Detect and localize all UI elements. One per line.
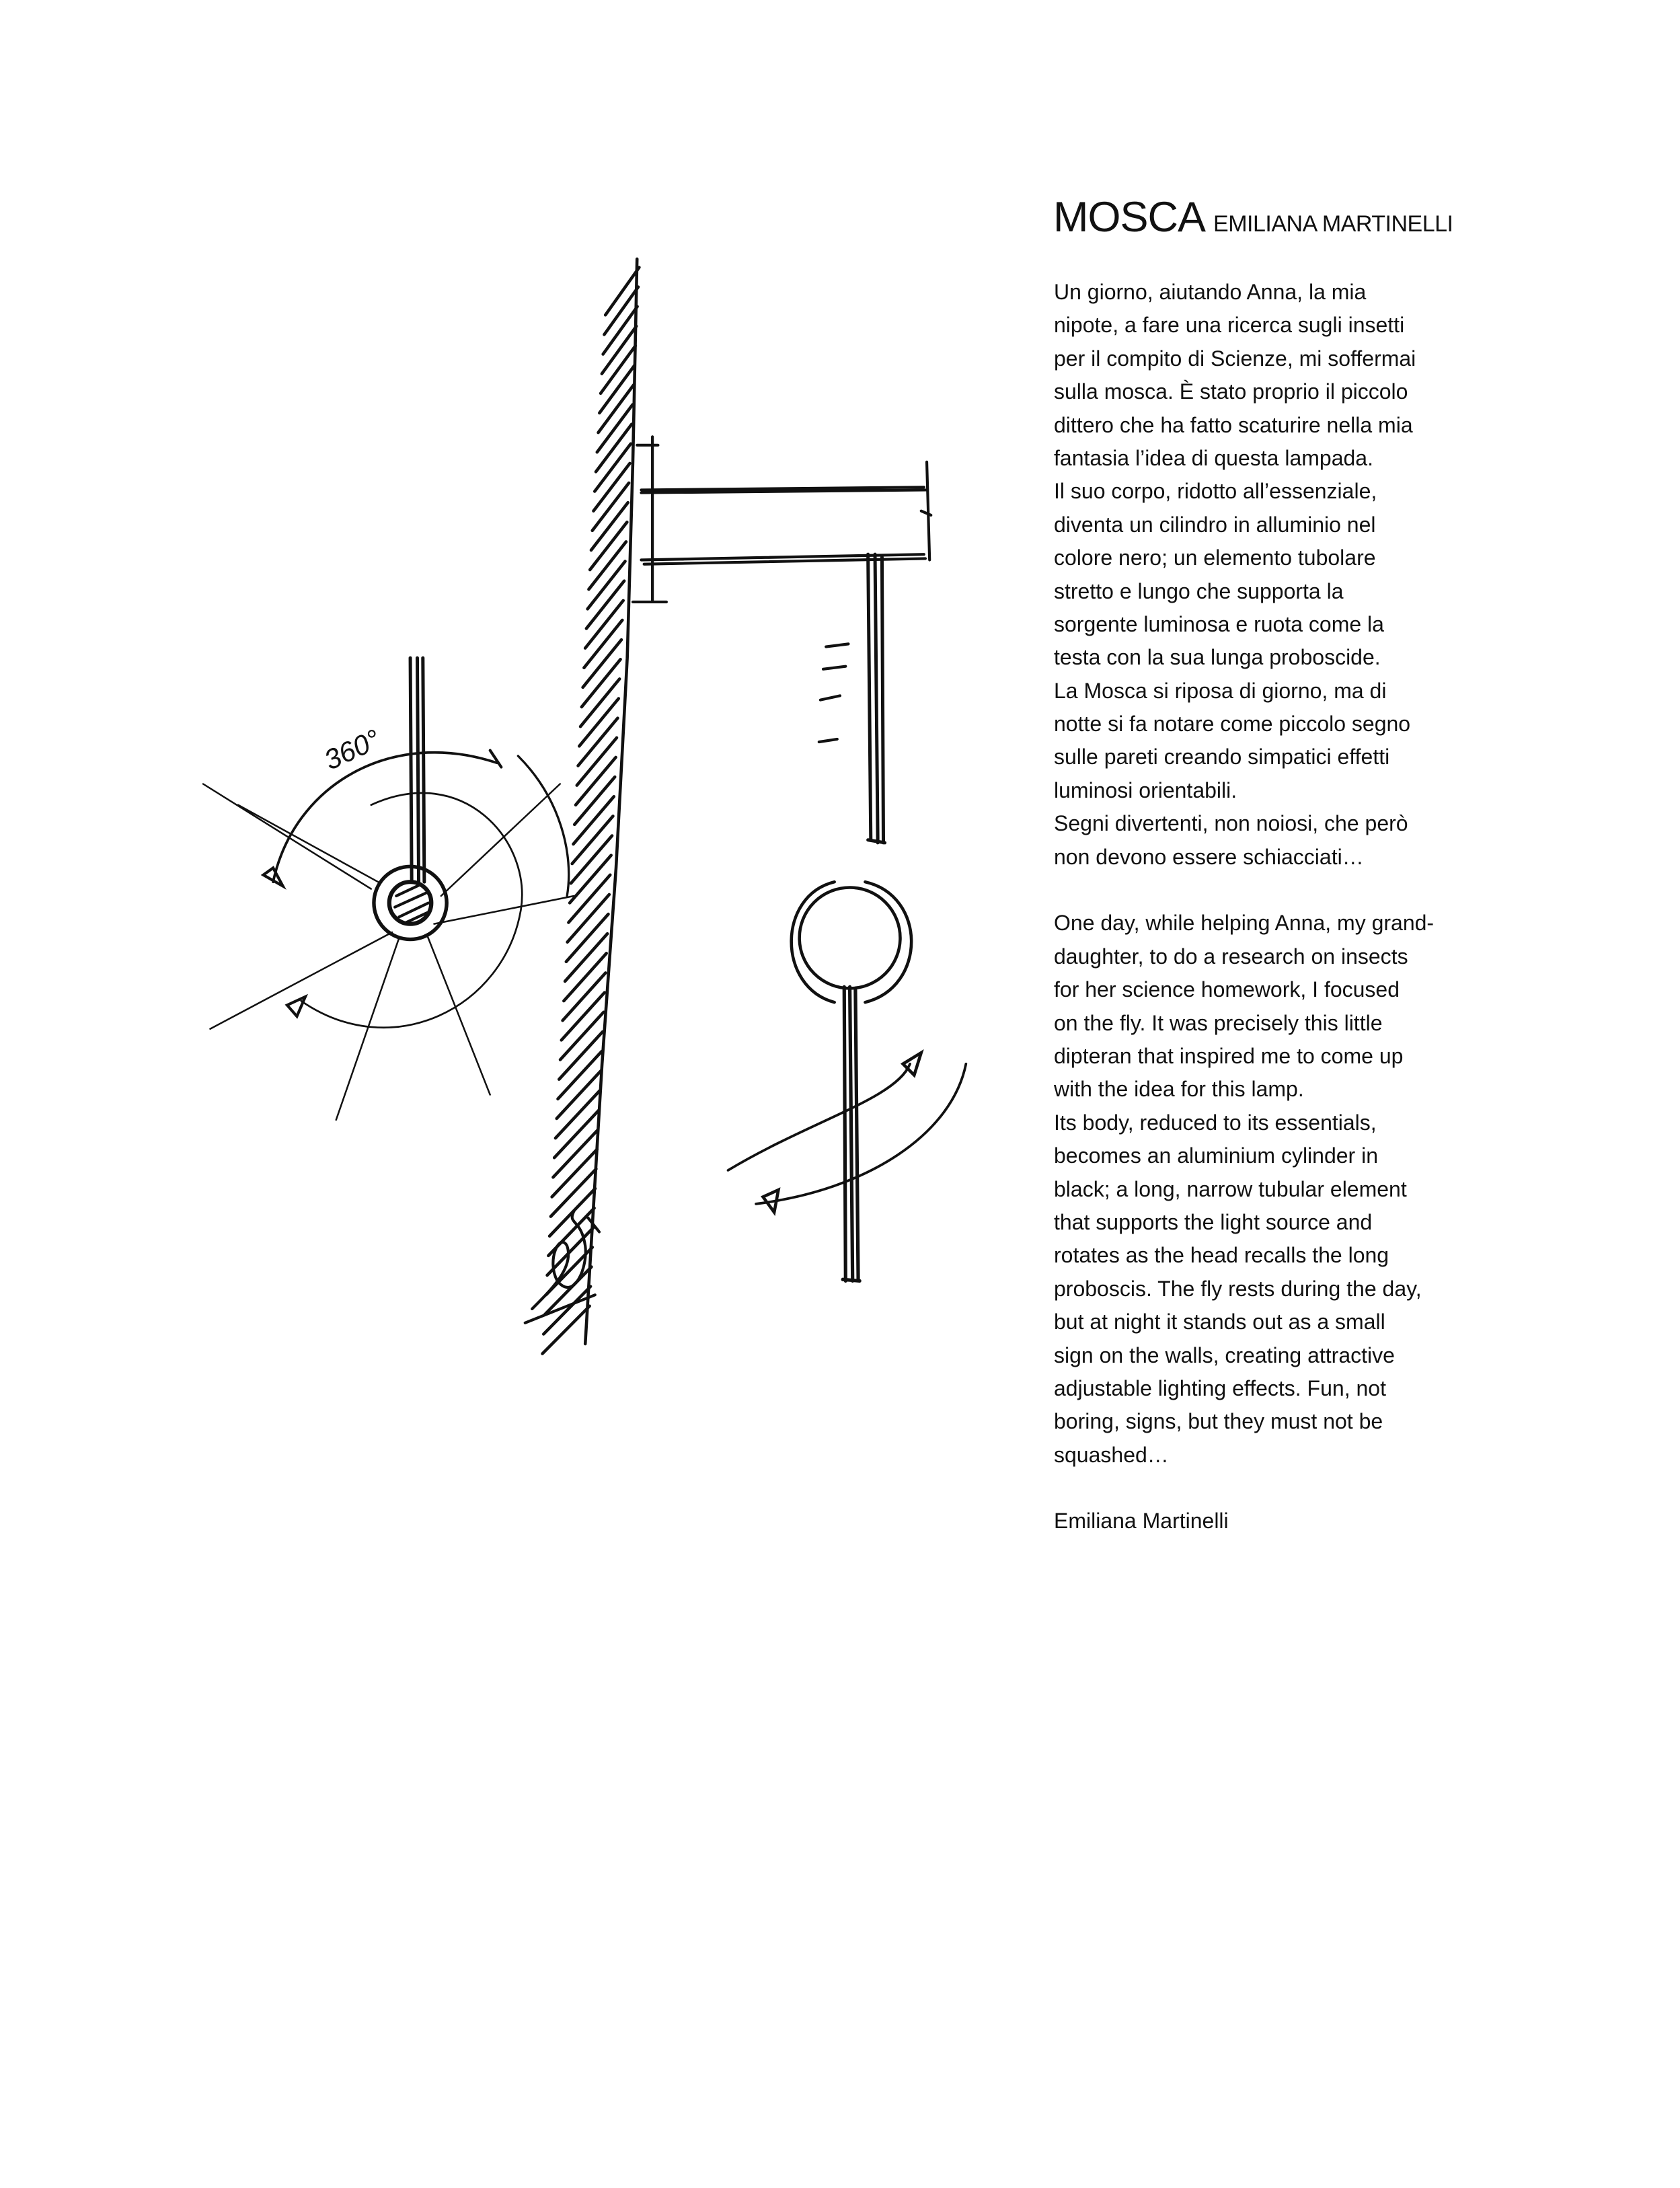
side-view-lamp	[633, 437, 931, 843]
text-line: daughter, to do a research on insects	[1054, 944, 1408, 969]
text-line: Segni divertenti, non noiosi, che però	[1054, 811, 1408, 836]
text-line: Il suo corpo, ridotto all’essenziale,	[1054, 479, 1377, 504]
description-text	[1054, 276, 1434, 1538]
text-line: sulla mosca. È stato proprio il piccolo	[1054, 379, 1408, 404]
text-line: dipteran that inspired me to come up	[1054, 1043, 1404, 1068]
text-line: sulle pareti creando simpatici effetti	[1054, 745, 1390, 769]
text-line: with the idea for this lamp.	[1054, 1077, 1304, 1102]
text-line: colore nero; un elemento tubolare	[1054, 545, 1376, 570]
text-line: dittero che ha fatto scaturire nella mia	[1054, 412, 1413, 437]
italian-paragraph	[1054, 276, 1434, 874]
wall-hatching	[543, 259, 640, 1354]
text-line: diventa un cilindro in alluminio nel	[1054, 512, 1376, 537]
text-line: non devono essere schiacciati…	[1054, 844, 1364, 869]
text-line: sign on the walls, creating attractive	[1054, 1343, 1395, 1367]
text-line: luminosi orientabili.	[1054, 778, 1237, 802]
text-line: on the fly. It was precisely this little	[1054, 1010, 1383, 1035]
designer-name: EMILIANA MARTINELLI	[1213, 211, 1453, 237]
text-line: testa con la sua lunga proboscide.	[1054, 645, 1381, 670]
text-line: that supports the light source and	[1054, 1209, 1373, 1234]
hatch-strokes	[543, 268, 640, 1354]
text-line: black; a long, narrow tubular element	[1054, 1176, 1407, 1201]
text-line: for her science homework, I focused	[1054, 977, 1400, 1002]
text-line: notte si fa notare come piccolo segno	[1054, 712, 1411, 737]
text-line: per il compito di Scienze, mi soffermai	[1054, 346, 1416, 371]
text-line: fantasia l’idea di questa lampada.	[1054, 445, 1373, 470]
text-line: proboscis. The fly rests during the day,	[1054, 1276, 1422, 1301]
text-line: La Mosca si riposa di giorno, ma di	[1054, 678, 1387, 703]
text-line: but at night it stands out as a small	[1054, 1310, 1385, 1334]
english-paragraph	[1054, 907, 1434, 1472]
rotation-label: 360°	[319, 722, 385, 776]
text-line: sorgente luminosa e ruota come la	[1054, 611, 1384, 636]
top-view-lamp	[203, 658, 574, 1120]
text-line: rotates as the head recalls the long	[1054, 1243, 1389, 1268]
page-title	[1053, 196, 1453, 239]
product-name: MOSCA	[1053, 194, 1206, 241]
text-line: boring, signs, but they must not be	[1054, 1409, 1383, 1434]
text-line: Its body, reduced to its essentials,	[1054, 1110, 1377, 1135]
text-line: stretto e lungo che supporta la	[1054, 578, 1344, 603]
text-line: squashed…	[1054, 1442, 1169, 1467]
text-line: becomes an aluminium cylinder in	[1054, 1143, 1378, 1168]
front-view-lamp	[728, 882, 966, 1281]
text-line: Un giorno, aiutando Anna, la mia	[1054, 280, 1367, 304]
text-line: nipote, a fare una ricerca sugli insetti	[1054, 313, 1405, 338]
text-line: One day, while helping Anna, my grand-	[1054, 911, 1435, 936]
text-line: adjustable lighting effects. Fun, not	[1054, 1375, 1386, 1400]
author-signature-line: Emiliana Martinelli	[1054, 1509, 1229, 1534]
